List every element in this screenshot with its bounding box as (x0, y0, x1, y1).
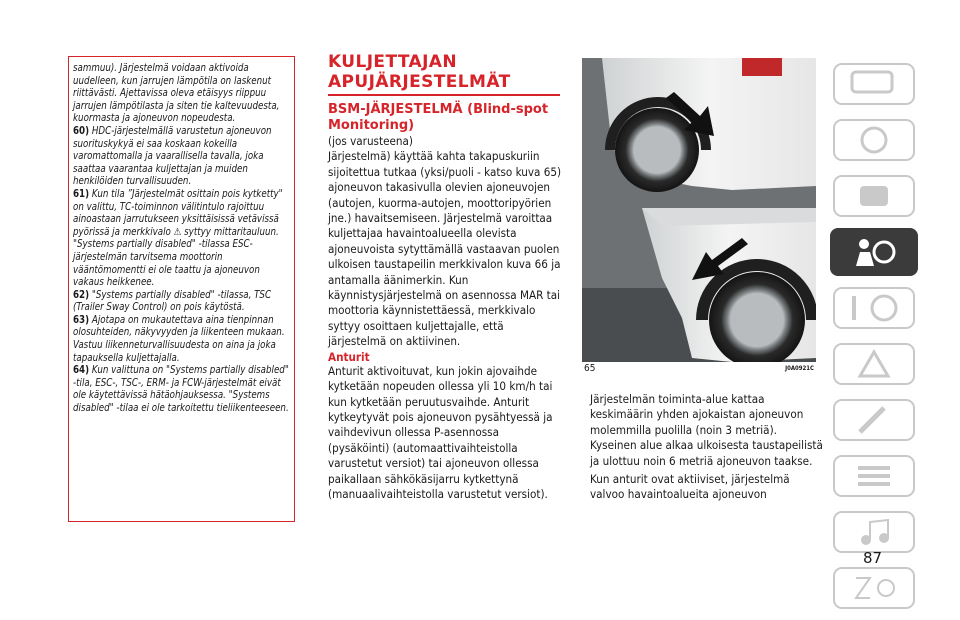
car-rear-illustration (582, 58, 816, 362)
subsection-title-line2: Monitoring) (328, 118, 415, 133)
bumper-photo (582, 58, 816, 362)
bsm-description: Järjestelmä) käyttää kahta takapuskuriin sijoitettua tutkaa (yksi/puoli - katso kuva 65) ajoneuvon takasivulla olevien ajoneuvojen (autojen, kuorma-autojen, moottoripyörien jne.) havaitsemiseen. Järjestelmä varoittaa kuljettajaa havaintoalueella olevista ajoneuvoista sytyttämällä vastaavan puolen ulkoisen taustapeilin merkkivalon kuva 66 ja antamalla äänimerkin. Kun käynnistysjärjestelmä on asennossa MAR tai moottoria käynnistettäessä, merkkivalo syttyy osoittaen kuljettajalle, että järjestelmä on aktiivinen. (328, 149, 562, 349)
car-dashboard-icon (830, 60, 918, 108)
monitoring-text: Kun anturit ovat aktiiviset, järjestelmä valvoo havaintoalueita ajoneuvon (590, 472, 790, 502)
sidebar-tab-key[interactable] (830, 172, 918, 220)
section-title-line1: KULJETTAJAN (328, 52, 457, 72)
note-62: 62) "Systems partially disabled" -tilassa, TSC (Trailer Sway Control) on pois käytöstä. (73, 288, 272, 314)
sidebar-tab-dashboard[interactable] (830, 60, 918, 108)
section-title-line2: APUJÄRJESTELMÄT (328, 72, 511, 92)
warning-lights-icon (830, 116, 918, 164)
note-61: 61) Kun tila ”Järjestelmät osittain pois kytketty" on valittu, TC-toiminnon välitintulo rajoittuu ainoastaan jarrutukseen yksittäisissä vetävissä pyörissä ja merkkivalo ⚠ syttyy mittaritauluun. "Systems partially disabled" -tilassa ESC-järjestelmän tarvitsema moottorin vääntömomentti ei ole taattu ja ajoneuvon vakaus heikkenee. (73, 187, 283, 289)
chapter-sidebar (830, 60, 920, 620)
sidebar-tab-specs[interactable] (830, 452, 918, 500)
sidebar-tab-index[interactable] (830, 564, 918, 612)
alphabet-index-icon (830, 564, 918, 612)
title-rule (328, 94, 560, 96)
wrench-icon (830, 396, 918, 444)
tools-wheel-icon (830, 284, 918, 332)
car-key-icon (830, 172, 918, 220)
warning-triangle-icon (830, 340, 918, 388)
note-60: 60) HDC-järjestelmällä varustetun ajoneuvon suorituskykyä ei saa koskaan kokeilla varomattomalla ja vaarallisella tavalla, joka saattaa vaarantaa kuljettajan ja muiden henkilöiden turvallisuuden. (73, 124, 272, 188)
page-number: 87 (863, 549, 883, 567)
subsection-title-line1: BSM-JÄRJESTELMÄ (Blind-spot (328, 102, 549, 117)
right-column (590, 392, 825, 503)
equipment-note: (jos varusteena) (328, 134, 413, 148)
footnotes-box (68, 56, 295, 522)
anturit-text: Anturit aktivoituvat, kun jokin ajovaihde kytketään nopeuden ollessa yli 10 km/h tai kun kytketään peruutusvaihde. Anturit kytkeytyvät pois ajoneuvon pysähtyessä ja vaihdevivun ollessa P-asennossa (pysäköinti) (automaattivaihteistolla varustetut versiot) tai ajoneuvon ollessa paikallaan sähkökäsijarru kytkettynä (manuaalivaihteistolla varustetut versiot). (328, 363, 553, 501)
sidebar-tab-lights[interactable] (830, 116, 918, 164)
sidebar-tab-safety-active[interactable] (830, 228, 918, 276)
main-column (328, 52, 563, 502)
sidebar-tab-tools[interactable] (830, 284, 918, 332)
sidebar-tab-emergency[interactable] (830, 340, 918, 388)
note-63: 63) Ajotapa on mukautettava aina tienpinnan olosuhteiden, näkyvyyden ja liikenteen mukaan. Vastuu liikenneturvallisuudesta on aina ja joka tapauksella kuljettajalla. (73, 313, 285, 364)
note-0: sammuu). Järjestelmä voidaan aktivoida uudelleen, kun jarrujen lämpötila on laskenut riittävästi. Ajettavissa oleva etäisyys riippuu jarrujen lämpötilasta ja siten tie kaltevuudesta, kuormasta ja ajoneuvon nopeudesta. (73, 62, 280, 125)
sidebar-tab-service[interactable] (830, 396, 918, 444)
anturit-heading: Anturit (328, 349, 370, 364)
figure-number: 65 (584, 363, 596, 374)
safety-person-icon (830, 228, 918, 276)
figure-code: J0A0921C (785, 365, 814, 372)
note-64: 64) Kun valittuna on "Systems partially disabled" -tila, ESC-, TSC-, ERM- ja FCW-järjestelmät eivät ole käytettävissä hätäohjauksessa. "Systems disabled" -tilaa ei ole tarkoitettu tieliikenteeseen. (73, 364, 289, 415)
gauge-list-icon (830, 452, 918, 500)
coverage-text: Järjestelmän toiminta-alue kattaa keskimäärin yhden ajokaistan ajoneuvon molemmilla puolilla (noin 3 metriä). Kyseinen alue alkaa ulkoisesta taustapeilistä ja ulottuu noin 6 metriä ajoneuvon taakse. (590, 392, 823, 468)
